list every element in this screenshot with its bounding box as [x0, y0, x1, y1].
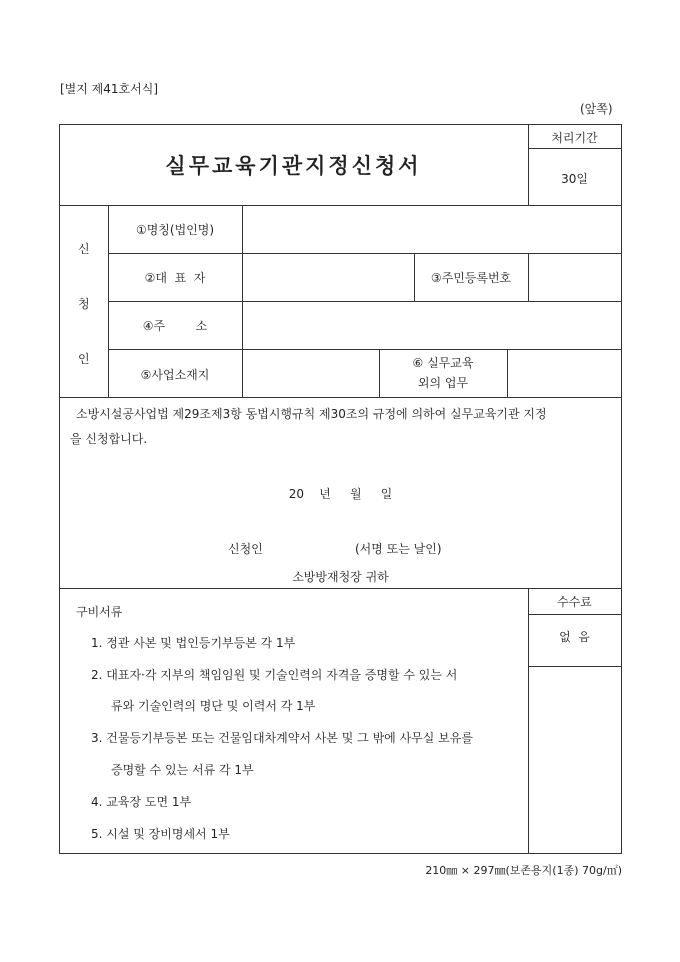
document-item: 2. 대표자·각 지부의 책임임원 및 기술인력의 자격을 증명할 수 있는 서: [91, 668, 458, 682]
business-location-field[interactable]: [243, 350, 379, 397]
applicant-sign-field[interactable]: [280, 536, 350, 556]
fee-label: 수수료: [557, 595, 592, 609]
other-business-field[interactable]: [508, 350, 621, 397]
statement-line: 을 신청합니다.: [70, 432, 148, 446]
address-label: ④주 소: [142, 319, 208, 333]
border-top: [59, 124, 622, 125]
document-item: 증명할 수 있는 서류 각 1부: [111, 763, 254, 777]
addressee: 소방방재청장 귀하: [292, 570, 389, 584]
divider: [528, 614, 621, 615]
fee-value: 없 음: [559, 630, 590, 644]
sign-note: (서명 또는 날인): [355, 542, 442, 556]
border-bottom: [59, 853, 622, 854]
processing-period-label: 처리기간: [551, 131, 598, 145]
other-business-label: 외의 업무: [417, 376, 469, 390]
resident-number-field[interactable]: [529, 254, 621, 301]
document-item: 5. 시설 및 장비명세서 1부: [91, 827, 230, 841]
divider: [59, 397, 622, 398]
divider: [528, 148, 621, 149]
document-item: 3. 건물등기부등본 또는 건물임대차계약서 사본 및 그 밖에 사무실 보유를: [91, 731, 473, 745]
address-field[interactable]: [243, 302, 621, 349]
representative-field[interactable]: [243, 254, 414, 301]
document-item: 류와 기술인력의 명단 및 이력서 각 1부: [111, 699, 316, 713]
documents-heading: 구비서류: [76, 605, 123, 619]
business-location-label: ⑤사업소재지: [140, 368, 210, 382]
form-title: 실무교육기관지정신청서: [165, 154, 422, 178]
name-label: ①명칭(법인명): [135, 223, 215, 237]
resident-number-label: ③주민등록번호: [430, 271, 512, 285]
page-side: (앞쪽): [580, 102, 613, 116]
applicant-label-char: 인: [78, 352, 90, 366]
name-field[interactable]: [243, 206, 621, 253]
processing-period-value: 30일: [561, 172, 588, 186]
statement-line: 소방시설공사업법 제29조제3항 동법시행규칙 제30조의 규정에 의하여 실무교육기관 지정: [76, 407, 547, 421]
applicant-label-char: 신: [78, 242, 90, 256]
divider: [528, 666, 621, 667]
paper-spec: 210㎜ × 297㎜(보존용지(1종) 70g/㎡): [425, 864, 622, 877]
applicant-sign-label: 신청인: [228, 542, 263, 556]
applicant-label-char: 청: [78, 297, 90, 311]
date-line: 20 년 월 일: [288, 487, 393, 501]
document-item: 4. 교육장 도면 1부: [91, 795, 192, 809]
form-number: [별지 제41호서식]: [60, 82, 158, 96]
divider: [59, 588, 622, 589]
other-business-label: ⑥ 실무교육: [412, 356, 474, 370]
document-item: 1. 정관 사본 및 법인등기부등본 각 1부: [91, 636, 296, 650]
representative-label: ②대 표 자: [144, 271, 206, 285]
